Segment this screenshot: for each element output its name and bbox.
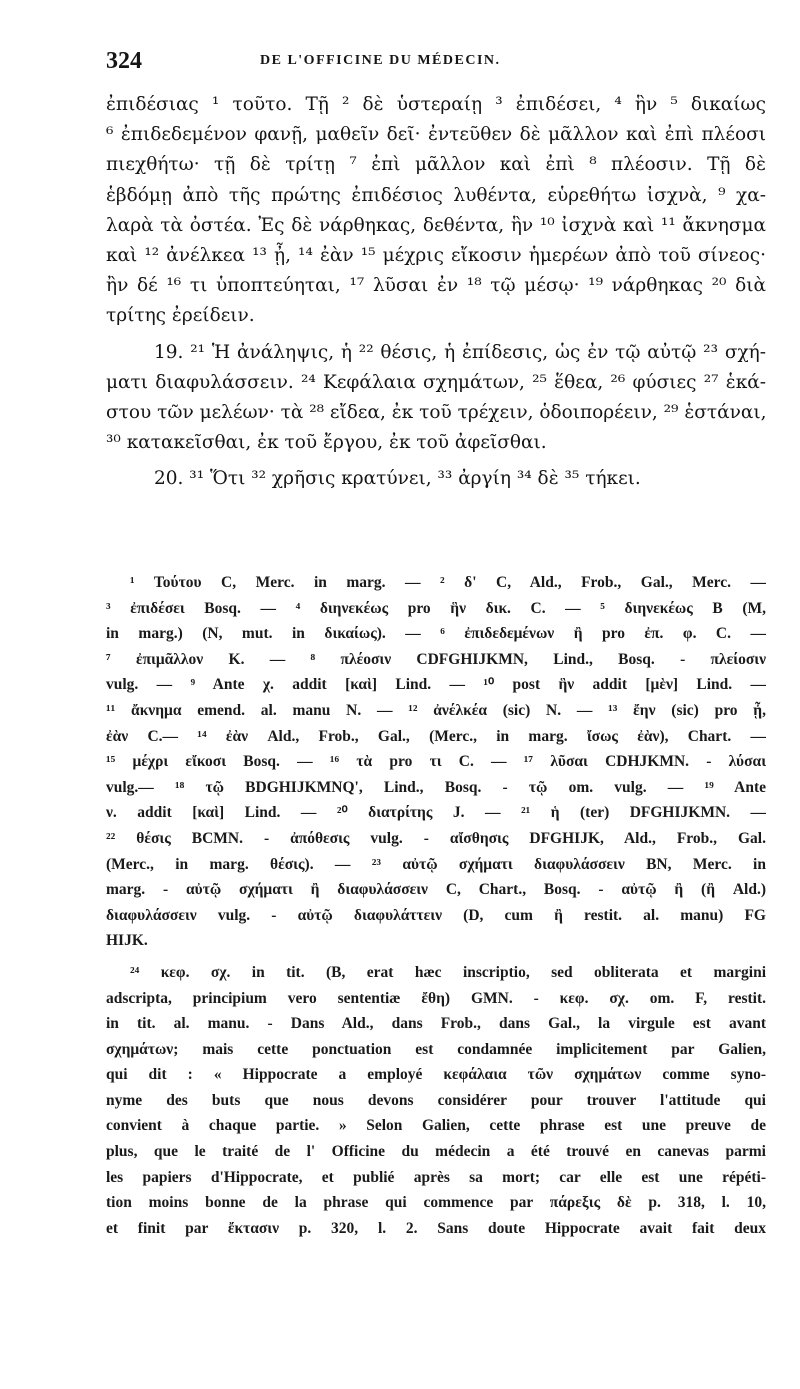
footnote-line: vulg. — ⁹ Ante χ. addit [καὶ] Lind. — ¹⁰ post ἣν addit [μὲν] Lind. — — [106, 676, 766, 694]
section-20-start: 20. ³¹ Ὅτι ³² χρῆσις κρατύνει, ³³ ἀργίη ³⁴ δὲ ³⁵ τήκει. — [154, 468, 641, 490]
main-line: ἢν δέ ¹⁶ τι ὑποπτεύηται, ¹⁷ λῦσαι ἐν ¹⁸ τῷ μέσῳ· ¹⁹ νάρθηκας ²⁰ διὰ — [106, 275, 766, 297]
main-line: ³⁰ κατακεῖσθαι, ἐκ τοῦ ἔργου, ἐκ τοῦ ἀφεῖσθαι. — [106, 432, 547, 454]
footnote-line: ¹ Τούτου C, Merc. in marg. — ² δ' C, Ald., Frob., Gal., Merc. — — [130, 574, 766, 591]
section-19-start: 19. ²¹ Ἡ ἀνάληψις, ἡ ²² θέσις, ἡ ἐπίδεσις, ὡς ἐν τῷ αὐτῷ ²³ σχή- — [154, 341, 766, 363]
footnote-line: qui dit : « Hippocrate a employé κεφάλαια τῶν σχημάτων comme syno- — [106, 1066, 766, 1084]
main-line: καὶ ¹² ἀνέλκεα ¹³ ᾖ, ¹⁴ ἐὰν ¹⁵ μέχρις εἴκοσιν ἡμερέων ἀπὸ τοῦ σίνεος· — [106, 245, 766, 267]
footnote-line: ἐὰν C.— ¹⁴ ἐὰν Ald., Frob., Gal., (Merc., in marg. ἴσως ἐὰν), Chart. — — [106, 727, 766, 745]
main-line: ⁶ ἐπιδεδεμένον φανῇ, μαθεῖν δεῖ· ἐντεῦθεν δὲ μᾶλλον καὶ ἐπὶ πλέοσι — [106, 124, 766, 146]
main-line: τρίτης ἐρείδειν. — [106, 305, 255, 327]
running-head: DE L'OFFICINE DU MÉDECIN. — [260, 53, 501, 68]
footnote-24-start: ²⁴ κεφ. σχ. in tit. (B, erat hæc inscriptio, sed obliterata et margini — [130, 963, 766, 981]
footnote-line: marg. - αὐτῷ σχήματι ἢ διαφυλάσσειν C, Chart., Bosq. - αὐτῷ ἢ (ἢ Ald.) — [106, 881, 766, 899]
footnote-line: ν. addit [καὶ] Lind. — ²⁰ διατρίτης J. — ²¹ ἡ (ter) DFGHIJKMN. — — [106, 804, 766, 822]
footnote-line: HIJK. — [106, 932, 148, 950]
footnote-line: plus, que le traité de l' Officine du médecin a été trouvé en canevas parmi — [106, 1143, 766, 1161]
footnote-line: tion moins bonne de la phrase qui commence par πάρεξις δὲ p. 318, l. 10, — [106, 1194, 766, 1212]
footnote-line: διαφυλάσσειν vulg. - αὐτῷ διαφυλάττειν (D, cum ἢ restit. al. manu) FG — [106, 906, 766, 924]
footnote-line: ⁷ ἐπιμᾶλλον K. — ⁸ πλέοσιν CDFGHIJKMN, Lind., Bosq. - πλείοσιν — [106, 650, 766, 668]
footnote-line: convient à chaque partie. » Selon Galien, cette phrase est une preuve de — [106, 1117, 766, 1135]
footnote-line: in marg.) (N, mut. in δικαίως). — ⁶ ἐπιδεδεμένων ἢ pro ἐπ. φ. C. — — [106, 625, 766, 643]
footnote-line: nyme des buts que nous devons considérer pour trouver l'attitude qui — [106, 1091, 766, 1109]
footnote-line: in tit. al. manu. - Dans Ald., dans Frob., dans Gal., la virgule est avant — [106, 1015, 766, 1033]
footnote-line: (Merc., in marg. θέσις). — ²³ αὐτῷ σχήματι διαφυλάσσειν BN, Merc. in — [106, 855, 766, 873]
main-line: λαρὰ τὰ ὀστέα. Ἐς δὲ νάρθηκας, δεθέντα, ἣν ¹⁰ ἰσχνὰ καὶ ¹¹ ἄκνησμα — [106, 214, 766, 236]
footnote-line: ¹¹ ἄκνημα emend. al. manu N. — ¹² ἀνέλκέα (sic) N. — ¹³ ἔην (sic) pro ᾖ, — [106, 701, 766, 719]
main-line: πιεχθήτω· τῇ δὲ τρίτῃ ⁷ ἐπὶ μᾶλλον καὶ ἐπὶ ⁸ πλέοσιν. Τῇ δὲ — [106, 154, 766, 176]
footnote-line: adscripta, principium vero sententiæ ἔθη) GMN. - κεφ. σχ. om. F, restit. — [106, 989, 766, 1007]
footnote-line: les papiers d'Hippocrate, et publié après sa mort; car elle est une répéti- — [106, 1168, 766, 1186]
main-line: στου τῶν μελέων· τὰ ²⁸ εἴδεα, ἐκ τοῦ τρέχειν, ὁδοιπορέειν, ²⁹ ἑστάναι, — [106, 402, 766, 424]
footnote-line: et finit par ἔκτασιν p. 320, l. 2. Sans doute Hippocrate avait fait deux — [106, 1219, 766, 1237]
footnote-line: vulg.— ¹⁸ τῷ BDGHIJKMNQ', Lind., Bosq. - τῷ om. vulg. — ¹⁹ Ante — [106, 778, 766, 796]
footnote-line: ¹⁵ μέχρι εἴκοσι Bosq. — ¹⁶ τὰ pro τι C. — ¹⁷ λῦσαι CDHJKMN. - λύσαι — [106, 753, 766, 771]
footnote-line: ³ ἐπιδέσει Bosq. — ⁴ διηνεκέως pro ἣν δικ. C. — ⁵ διηνεκέως B (M, — [106, 599, 766, 617]
page-header — [106, 48, 770, 78]
main-line: ἐπιδέσιας ¹ τοῦτο. Τῇ ² δὲ ὑστεραίῃ ³ ἐπιδέσει, ⁴ ἣν ⁵ δικαίως — [106, 94, 766, 115]
footnote-line: σχημάτων; mais cette ponctuation est condamnée implicitement par Galien, — [106, 1040, 766, 1058]
main-line: ἑβδόμῃ ἀπὸ τῆς πρώτης ἐπιδέσιος λυθέντα, εὑρεθήτω ἰσχνὰ, ⁹ χα- — [106, 184, 766, 206]
footnote-line: ²² θέσις BCMN. - ἀπόθεσις vulg. - αἴσθησις DFGHIJK, Ald., Frob., Gal. — [106, 829, 766, 847]
page-number: 324 — [106, 48, 142, 74]
greek-main-text — [106, 90, 766, 495]
footnotes — [106, 570, 766, 1241]
main-line: ματι διαφυλάσσειν. ²⁴ Κεφάλαια σχημάτων, ²⁵ ἕθεα, ²⁶ φύσιες ²⁷ ἑκά- — [106, 371, 766, 393]
